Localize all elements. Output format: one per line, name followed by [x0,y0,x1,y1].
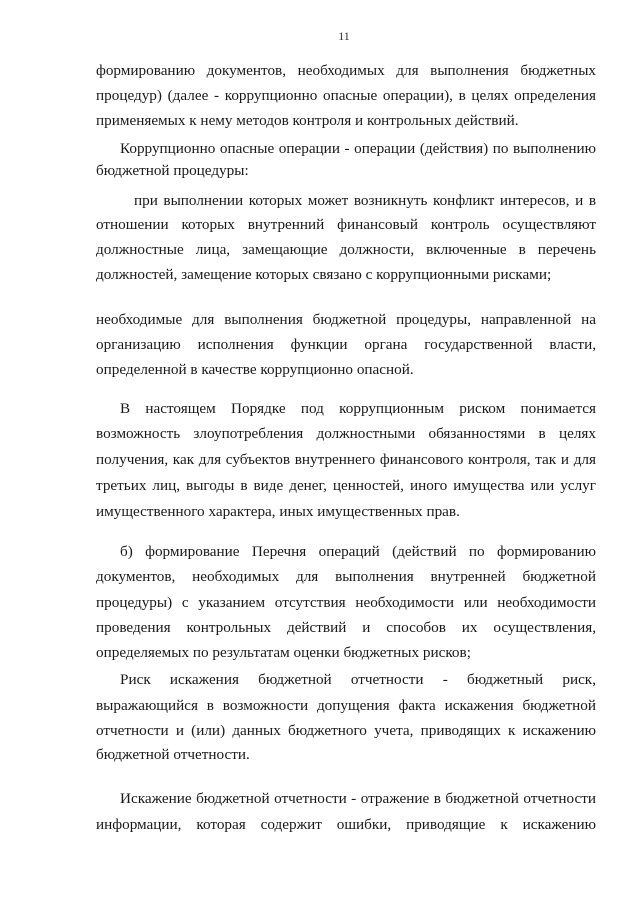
text-line: выражающийся в возможности допущения факта искажения бюджетной [96,697,596,714]
text-line: бюджетной процедуры: [96,162,249,179]
text-line: определенной в качестве коррупционно опасной. [96,361,414,378]
text-line: определяемых по результатам оценки бюджетных рисков; [96,644,471,661]
text-line: проведения контрольных действий и способов их осуществления, [96,619,596,636]
text-line: возможность злоупотребления должностными обязанностями в целях [96,425,596,442]
text-line: процедуры) с указанием отсутствия необходимости или необходимости [96,594,596,611]
text-line: б) формирование Перечня операций (действий по формированию [120,543,596,560]
text-line: третьих лиц, выгоды в виде денег, ценностей, иного имущества или услуг [96,477,596,494]
text-line: применяемых к нему методов контроля и контрольных действий. [96,112,519,129]
text-line: имущественного характера, иных имущественных прав. [96,503,460,520]
text-line: при выполнении которых может возникнуть конфликт интересов, и в [134,192,596,209]
text-line: документов, необходимых для выполнения внутренней бюджетной [96,568,596,585]
text-line: получения, как для субъектов внутреннего финансового контроля, так и для [96,451,596,468]
text-line: Коррупционно опасные операции - операции (действия) по выполнению [120,140,596,157]
text-line: бюджетной отчетности. [96,746,250,763]
text-line: формированию документов, необходимых для выполнения бюджетных [96,62,596,79]
text-line: информации, которая содержит ошибки, приводящие к искажению [96,816,596,833]
text-line: должностей, замещение которых связано с коррупционными рисками; [96,266,552,283]
text-line: процедур) (далее - коррупционно опасные операции), в целях определения [96,87,596,104]
text-line: В настоящем Порядке под коррупционным риском понимается [120,400,596,417]
text-line: Искажение бюджетной отчетности - отражение в бюджетной отчетности [120,790,596,807]
text-line: организацию исполнения функции органа государственной власти, [96,336,596,353]
text-line: Риск искажения бюджетной отчетности - бюджетный риск, [120,671,596,688]
page-number: 11 [338,29,350,43]
text-line: должностные лица, замещающие должности, включенные в перечень [96,241,596,258]
text-line: отчетности и (или) данных бюджетного учета, приводящих к искажению [96,722,596,739]
text-line: отношении которых внутренний финансовый контроль осуществляют [96,216,596,233]
text-line: необходимые для выполнения бюджетной процедуры, направленной на [96,311,596,328]
